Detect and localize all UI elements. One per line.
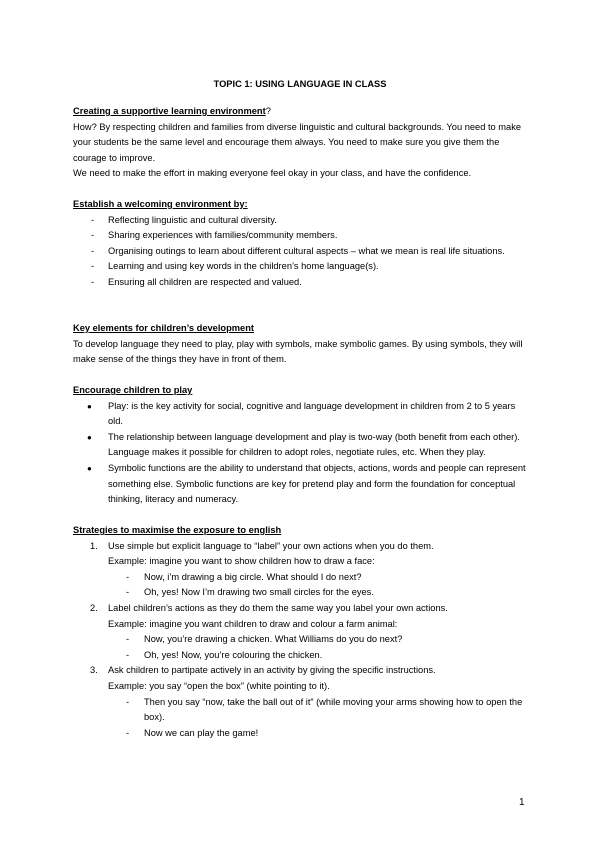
list-item: ● Play: is the key activity for social, cognitive and language development in children from 2 to 5 years old. — [73, 399, 528, 430]
item-number: 1. — [90, 540, 98, 551]
page-number: 1 — [519, 797, 525, 808]
item-text: Use simple but explicit language to “label” your own actions when you do them. — [108, 540, 434, 551]
section-encourage-play — [73, 383, 528, 508]
list-item: - Sharing experiences with families/community members. — [73, 228, 528, 244]
section-strategies — [73, 523, 528, 741]
section-heading: Strategies to maximise the exposure to english — [73, 525, 282, 535]
item-example: Example: you say “open the box” (white pointing to it). — [108, 680, 330, 691]
sub-item: - Now, you’re drawing a chicken. What Williams do you do next? — [108, 632, 528, 648]
numbered-item — [73, 601, 528, 663]
section-heading: Creating a supportive learning environment — [73, 106, 266, 116]
list-item: - Organising outings to learn about different cultural aspects – what we mean is real life situations. — [73, 244, 528, 260]
sub-list — [108, 695, 528, 742]
bullet-list — [73, 399, 528, 508]
item-example: Example: imagine you want to show children how to draw a face: — [108, 556, 375, 567]
item-text: Ask children to partipate actively in an activity by giving the specific instructions. — [108, 665, 436, 676]
item-number: 3. — [90, 665, 98, 676]
paragraph: We need to make the effort in making everyone feel okay in your class, and have the confidence. — [73, 168, 472, 179]
sub-item: - Then you say “now, take the ball out of it” (while moving your arms showing how to open the box). — [108, 695, 528, 726]
paragraph: To develop language they need to play, play with symbols, make symbolic games. By using symbols, they will make sense of the things they have in front of them. — [73, 338, 523, 365]
numbered-item — [73, 663, 528, 741]
item-text: Label children’s actions as they do them the same way you label your own actions. — [108, 602, 448, 613]
section-heading: Key elements for children’s development — [73, 323, 254, 333]
paragraph: How? By respecting children and families from diverse linguistic and cultural backgrounds. You need to make your students be the same level and encourage them always. You need to make sure you give them the courage to improve. — [73, 121, 522, 163]
list-item: ● The relationship between language development and play is two-way (both benefit from each other). Language makes it possible for children to adopt roles, negotiate rules, etc. When they play. — [73, 430, 528, 461]
section-supportive-environment — [73, 104, 528, 182]
sub-item: - Now we can play the game! — [108, 726, 528, 742]
sub-list — [108, 632, 528, 663]
sub-item: - Now, i’m drawing a big circle. What should I do next? — [108, 570, 528, 586]
section-heading: Establish a welcoming environment by: — [73, 199, 248, 209]
item-example: Example: imagine you want children to draw and colour a farm animal: — [108, 618, 398, 629]
list-item: - Reflecting linguistic and cultural diversity. — [73, 213, 528, 229]
section-key-elements — [73, 321, 528, 368]
sub-list — [108, 570, 528, 601]
sub-item: - Oh, yes! Now, you’re colouring the chicken. — [108, 648, 528, 664]
item-number: 2. — [90, 602, 98, 613]
numbered-item — [73, 539, 528, 601]
list-item: - Learning and using key words in the children’s home language(s). — [73, 259, 528, 275]
list-item: - Ensuring all children are respected and valued. — [73, 275, 528, 291]
heading-suffix: ? — [265, 106, 271, 116]
list-item: ● Symbolic functions are the ability to understand that objects, actions, words and people can represent something else. Symbolic functions are key for pretend play and form the foundation for conceptual thinking, literacy and numeracy. — [73, 461, 528, 508]
sub-item: - Oh, yes! Now I’m drawing two small circles for the eyes. — [108, 585, 528, 601]
numbered-list — [73, 539, 528, 742]
section-welcoming-environment — [73, 197, 528, 291]
section-heading: Encourage children to play — [73, 385, 193, 395]
page-title: TOPIC 1: USING LANGUAGE IN CLASS — [213, 79, 387, 89]
dash-list — [73, 213, 528, 291]
